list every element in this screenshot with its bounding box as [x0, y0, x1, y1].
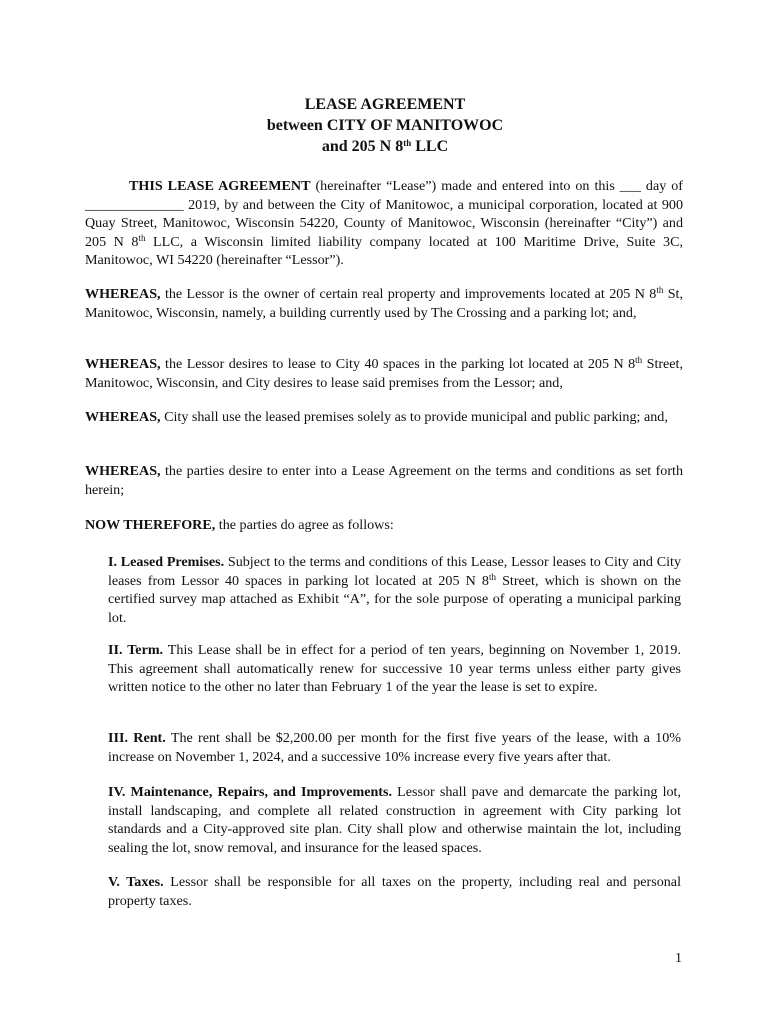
title-line-3: and 205 N 8th LLC [321, 138, 449, 155]
whereas-paragraph-2: WHEREAS, the Lessor desires to lease to City 40 spaces in the parking lot located at 205 N 8th Street, Manitowoc, Wisconsin, and City desires to lease said premises from the Lessor; and, [85, 355, 684, 391]
title-line-1: LEASE AGREEMENT [304, 96, 466, 113]
section-term: II. Term. This Lease shall be in effect for a period of ten years, beginning on November 1, 2019. This agreement shall automatically renew for successive 10 year terms unless either party gives written notice to the other no later than February 1 of the year the lease is set to expire. [108, 642, 681, 695]
section-taxes: V. Taxes. Lessor shall be responsible for all taxes on the property, including real and personal property taxes. [108, 874, 681, 909]
title-line-2: between CITY OF MANITOWOC [266, 117, 504, 134]
section-rent: III. Rent. The rent shall be $2,200.00 per month for the first five years of the lease, with a 10% increase on November 1, 2024, and a successive 10% increase every five years after that. [108, 730, 681, 765]
section-maintenance: IV. Maintenance, Repairs, and Improvements. Lessor shall pave and demarcate the parking lot, install landscaping, and complete all related construction in agreement with City parking lot standards and a City-approved site plan. City shall plow and otherwise maintain the lot, including sealing the lot, snow removal, and insurance for the leased spaces. [108, 784, 681, 856]
document-title [0, 94, 770, 157]
section-leased-premises: I. Leased Premises. Subject to the terms and conditions of this Lease, Lessor leases to City and City leases from Lessor 40 spaces in parking lot located at 205 N 8th Street, which is shown on the certified survey map attached as Exhibit “A”, for the sole purpose of operating a municipal parking lot. [108, 554, 681, 626]
whereas-paragraph-4: WHEREAS, the parties desire to enter into a Lease Agreement on the terms and conditions as set forth herein; [85, 463, 683, 498]
now-therefore-paragraph: NOW THEREFORE, the parties do agree as follows: [85, 517, 394, 533]
whereas-paragraph-3: WHEREAS, City shall use the leased premises solely as to provide municipal and public parking; and, [85, 409, 668, 425]
intro-paragraph: THIS LEASE AGREEMENT (hereinafter “Lease”) made and entered into on this ___ day of ______________ 2019, by and between the City of Manitowoc, a municipal corporation, located at 900 Quay Street, Manitowoc, Wisconsin 54220, County of Manitowoc, Wisconsin (hereinafter “City”) and 205 N 8th LLC, a Wisconsin limited liability company located at 100 Maritime Drive, Suite 3C, Manitowoc, WI 54220 (hereinafter “Lessor”). [85, 178, 683, 268]
page-number: 1 [675, 951, 682, 966]
whereas-paragraph-1: WHEREAS, the Lessor is the owner of certain real property and improvements located at 205 N 8th St, Manitowoc, Wisconsin, namely, a building currently used by The Crossing and a parking lot; and, [85, 285, 683, 321]
